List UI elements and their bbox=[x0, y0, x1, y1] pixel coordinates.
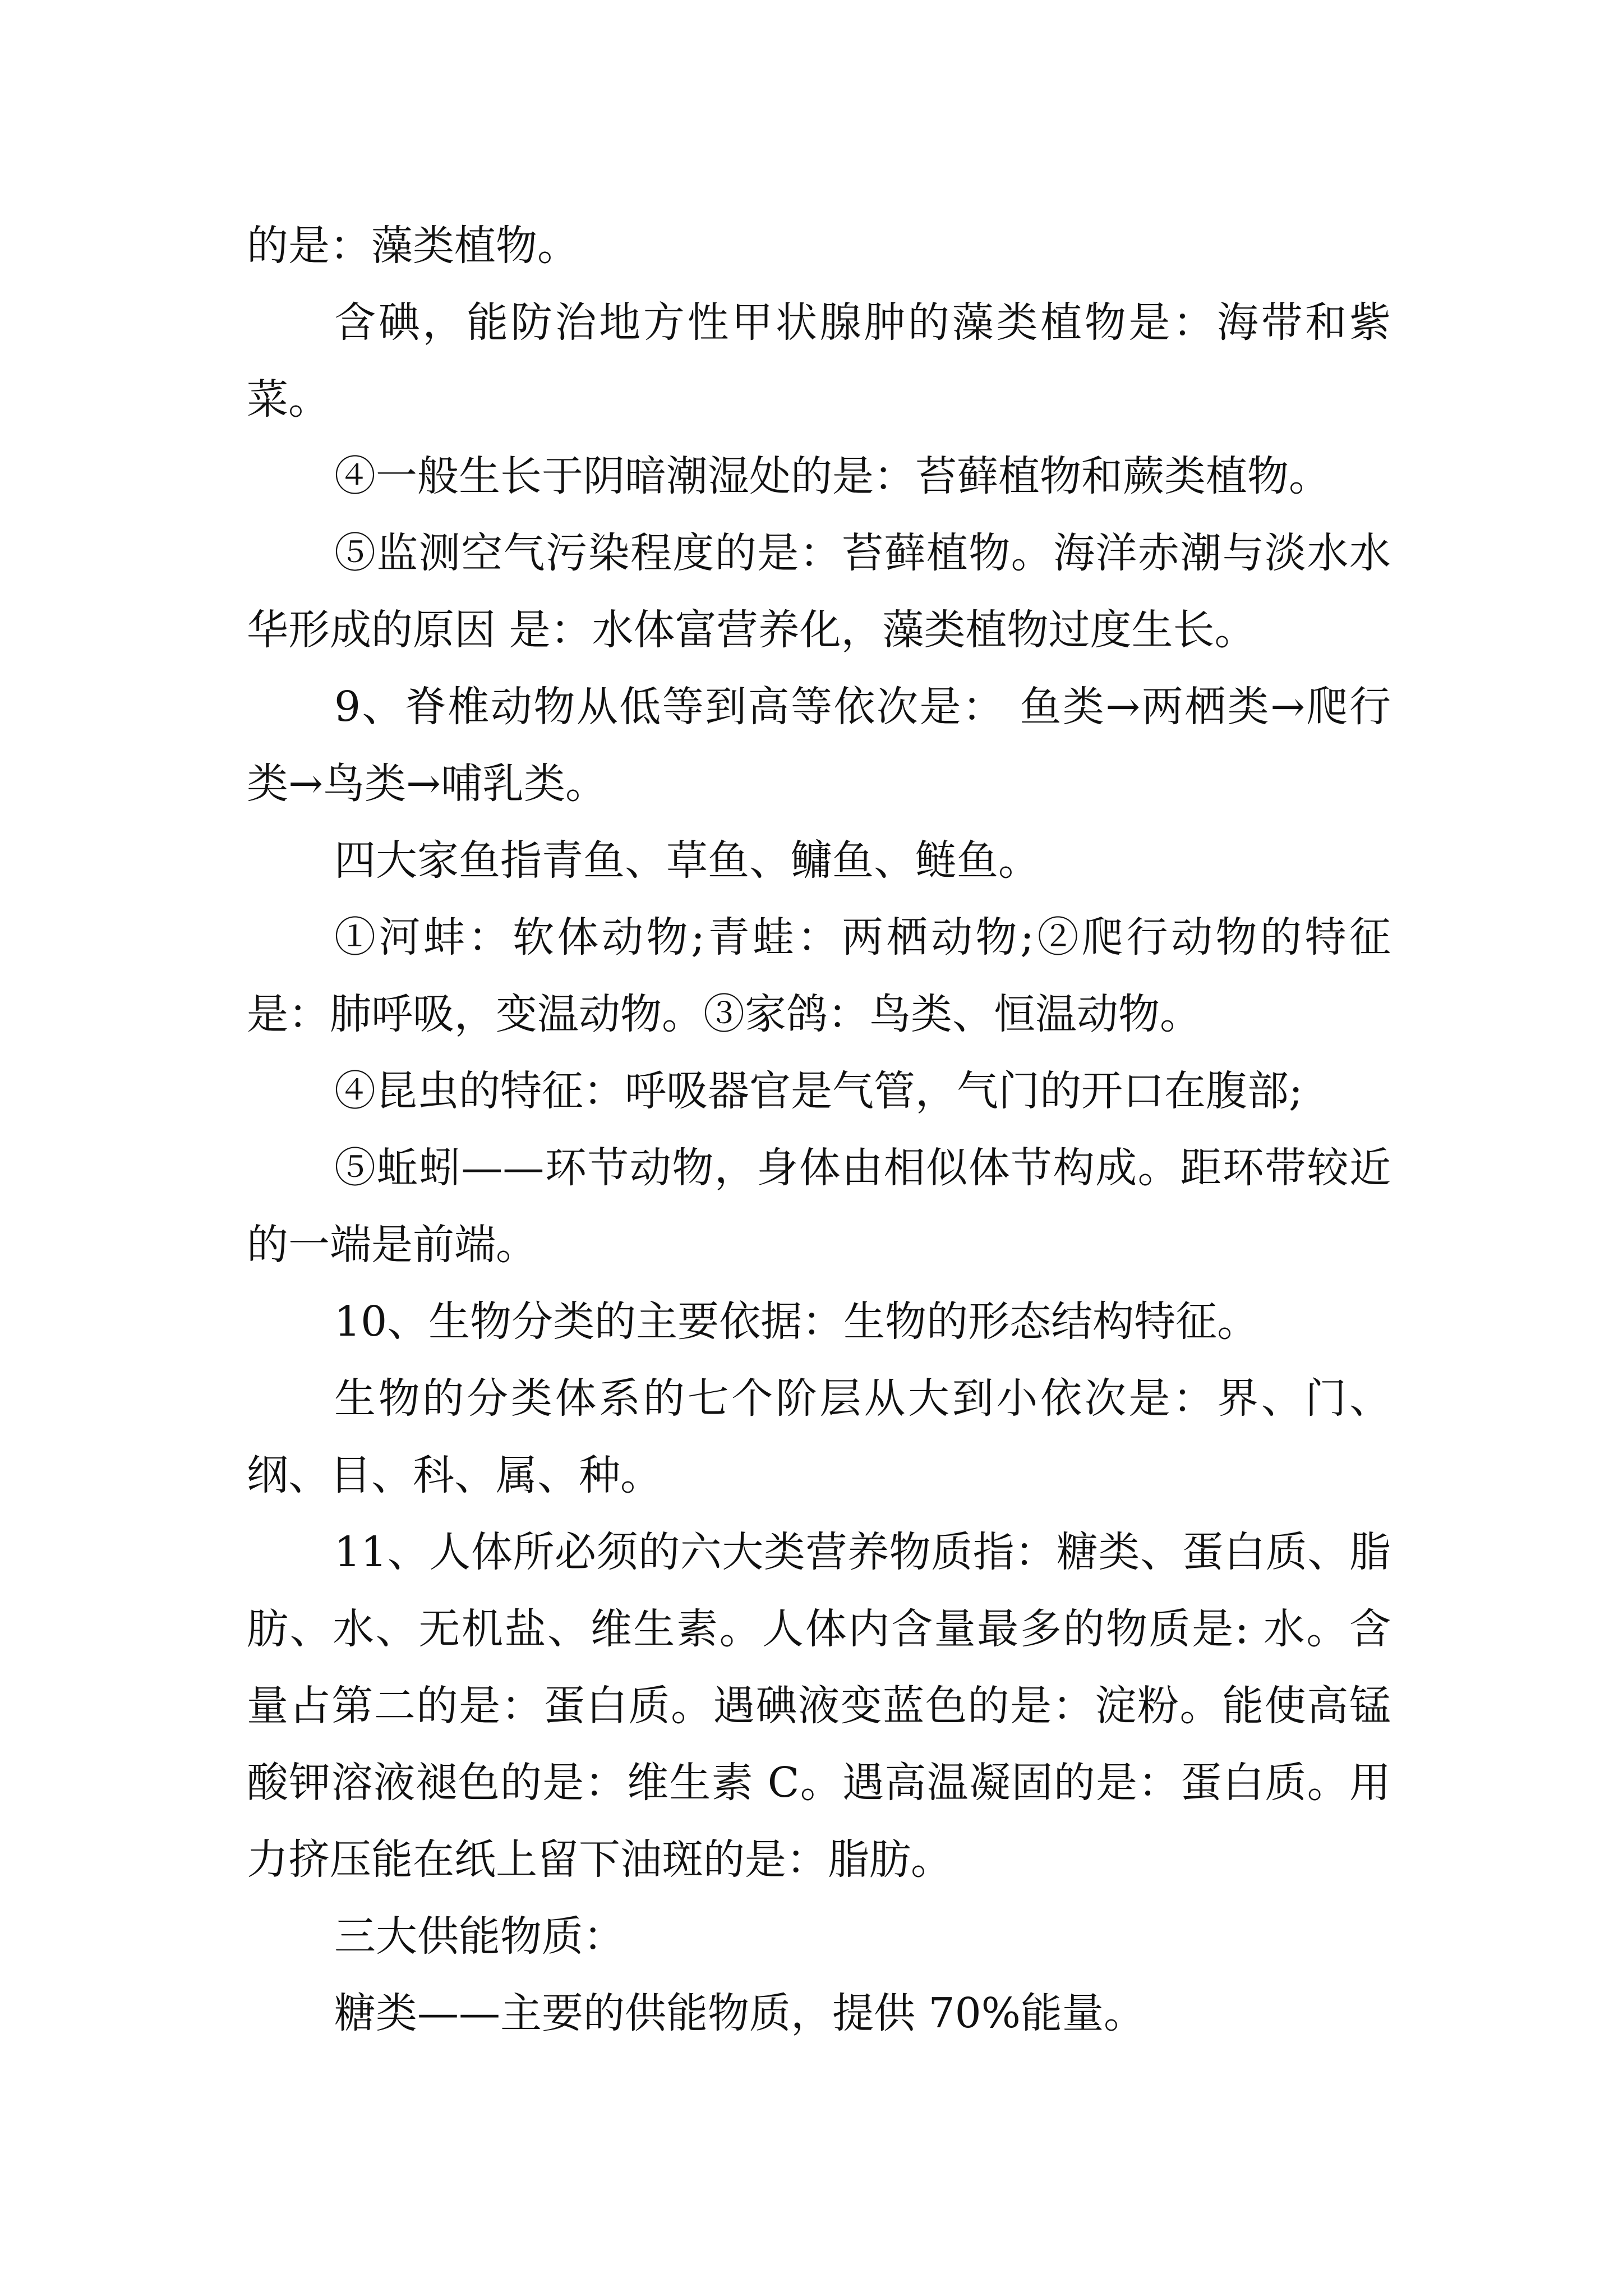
paragraph: 含碘，能防治地方性甲状腺肿的藻类植物是：海带和紫菜。 bbox=[247, 298, 1391, 424]
document-body bbox=[247, 208, 1391, 2052]
paragraph: 三大供能物质： bbox=[334, 1912, 625, 1961]
paragraph: 11、人体所必须的六大类营养物质指：糖类、蛋白质、脂肪、水、无机盐、维生素。人体内含量最多的物质是: 水。含量占第二的是：蛋白质。遇碘液变蓝色的是：淀粉。能使高锰酸钾溶液褪色的是：维生素 C。遇高温凝固的是：蛋白质。用力挤压能在纸上留下油斑的是：脂肪。 bbox=[247, 1528, 1391, 1884]
paragraph: ④一般生长于阴暗潮湿处的是：苔藓植物和蕨类植物。 bbox=[334, 452, 1330, 500]
paragraph: ①河蚌：软体动物;青蛙：两栖动物;②爬行动物的特征是：肺呼吸，变温动物。③家鸽：鸟类、恒温动物。 bbox=[247, 913, 1391, 1038]
paragraph: ⑤监测空气污染程度的是：苔藓植物。海洋赤潮与淡水水华形成的原因 是：水体富营养化，藻类植物过度生长。 bbox=[247, 529, 1391, 654]
paragraph: ⑤蚯蚓——环节动物，身体由相似体节构成。距环带较近的一端是前端。 bbox=[247, 1144, 1391, 1269]
paragraph: 9、脊椎动物从低等到高等依次是： 鱼类→两栖类→爬行类→鸟类→哺乳类。 bbox=[247, 683, 1391, 808]
paragraph: 的是：藻类植物。 bbox=[247, 222, 579, 270]
paragraph: 糖类——主要的供能物质，提供 70%能量。 bbox=[334, 1989, 1145, 2037]
paragraph: 10、生物分类的主要依据：生物的形态结构特征。 bbox=[334, 1297, 1259, 1346]
paragraph: 生物的分类体系的七个阶层从大到小依次是：界、门、纲、目、科、属、种。 bbox=[247, 1374, 1391, 1499]
paragraph: 四大家鱼指青鱼、草鱼、鳙鱼、鲢鱼。 bbox=[334, 836, 1040, 885]
paragraph: ④昆虫的特征：呼吸器官是气管，气门的开口在腹部; bbox=[334, 1067, 1303, 1115]
